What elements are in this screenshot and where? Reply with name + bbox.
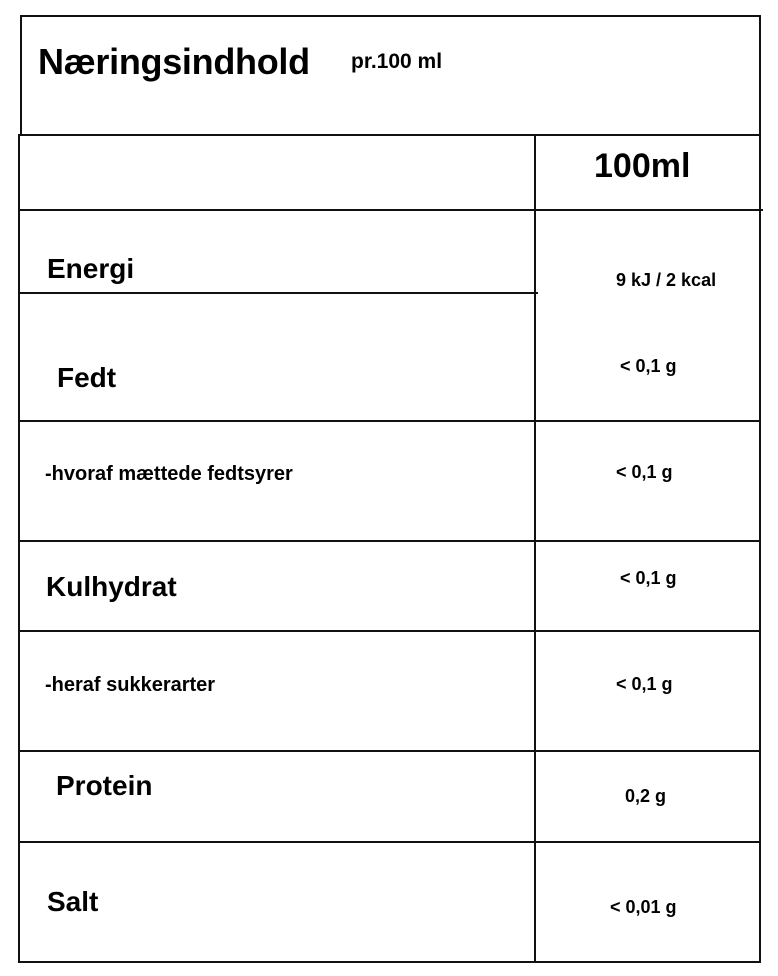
row-value-fedt: < 0,1 g bbox=[620, 356, 677, 376]
row-label-maettede-fedtsyrer: -hvoraf mættede fedtsyrer bbox=[45, 463, 293, 485]
row-label-salt: Salt bbox=[47, 886, 99, 917]
row-divider bbox=[18, 292, 538, 294]
table-bottom-border bbox=[18, 961, 761, 963]
row-divider bbox=[18, 630, 761, 632]
table-right-border bbox=[759, 134, 761, 963]
row-label-energi: Energi bbox=[47, 253, 135, 284]
table-left-border bbox=[18, 134, 20, 963]
row-label-protein: Protein bbox=[56, 770, 153, 801]
row-label-fedt: Fedt bbox=[57, 362, 117, 393]
row-value-energi: 9 kJ / 2 kcal bbox=[616, 270, 717, 290]
row-label-sukkerarter: -heraf sukkerarter bbox=[45, 674, 216, 696]
row-divider bbox=[18, 420, 761, 422]
row-value-salt: < 0,01 g bbox=[610, 897, 677, 917]
row-divider bbox=[18, 540, 761, 542]
column-header: 100ml bbox=[594, 147, 691, 185]
row-divider bbox=[18, 841, 761, 843]
row-value-kulhydrat: < 0,1 g bbox=[620, 568, 677, 588]
row-label-kulhydrat: Kulhydrat bbox=[46, 571, 177, 602]
row-divider bbox=[18, 209, 763, 211]
row-value-sukkerarter: < 0,1 g bbox=[616, 674, 673, 694]
column-divider bbox=[534, 134, 536, 963]
row-value-maettede-fedtsyrer: < 0,1 g bbox=[616, 462, 673, 482]
row-value-protein: 0,2 g bbox=[625, 786, 667, 806]
page-subtitle: pr.100 ml bbox=[351, 50, 443, 73]
page-title: Næringsindhold bbox=[38, 41, 310, 82]
row-divider bbox=[18, 750, 761, 752]
